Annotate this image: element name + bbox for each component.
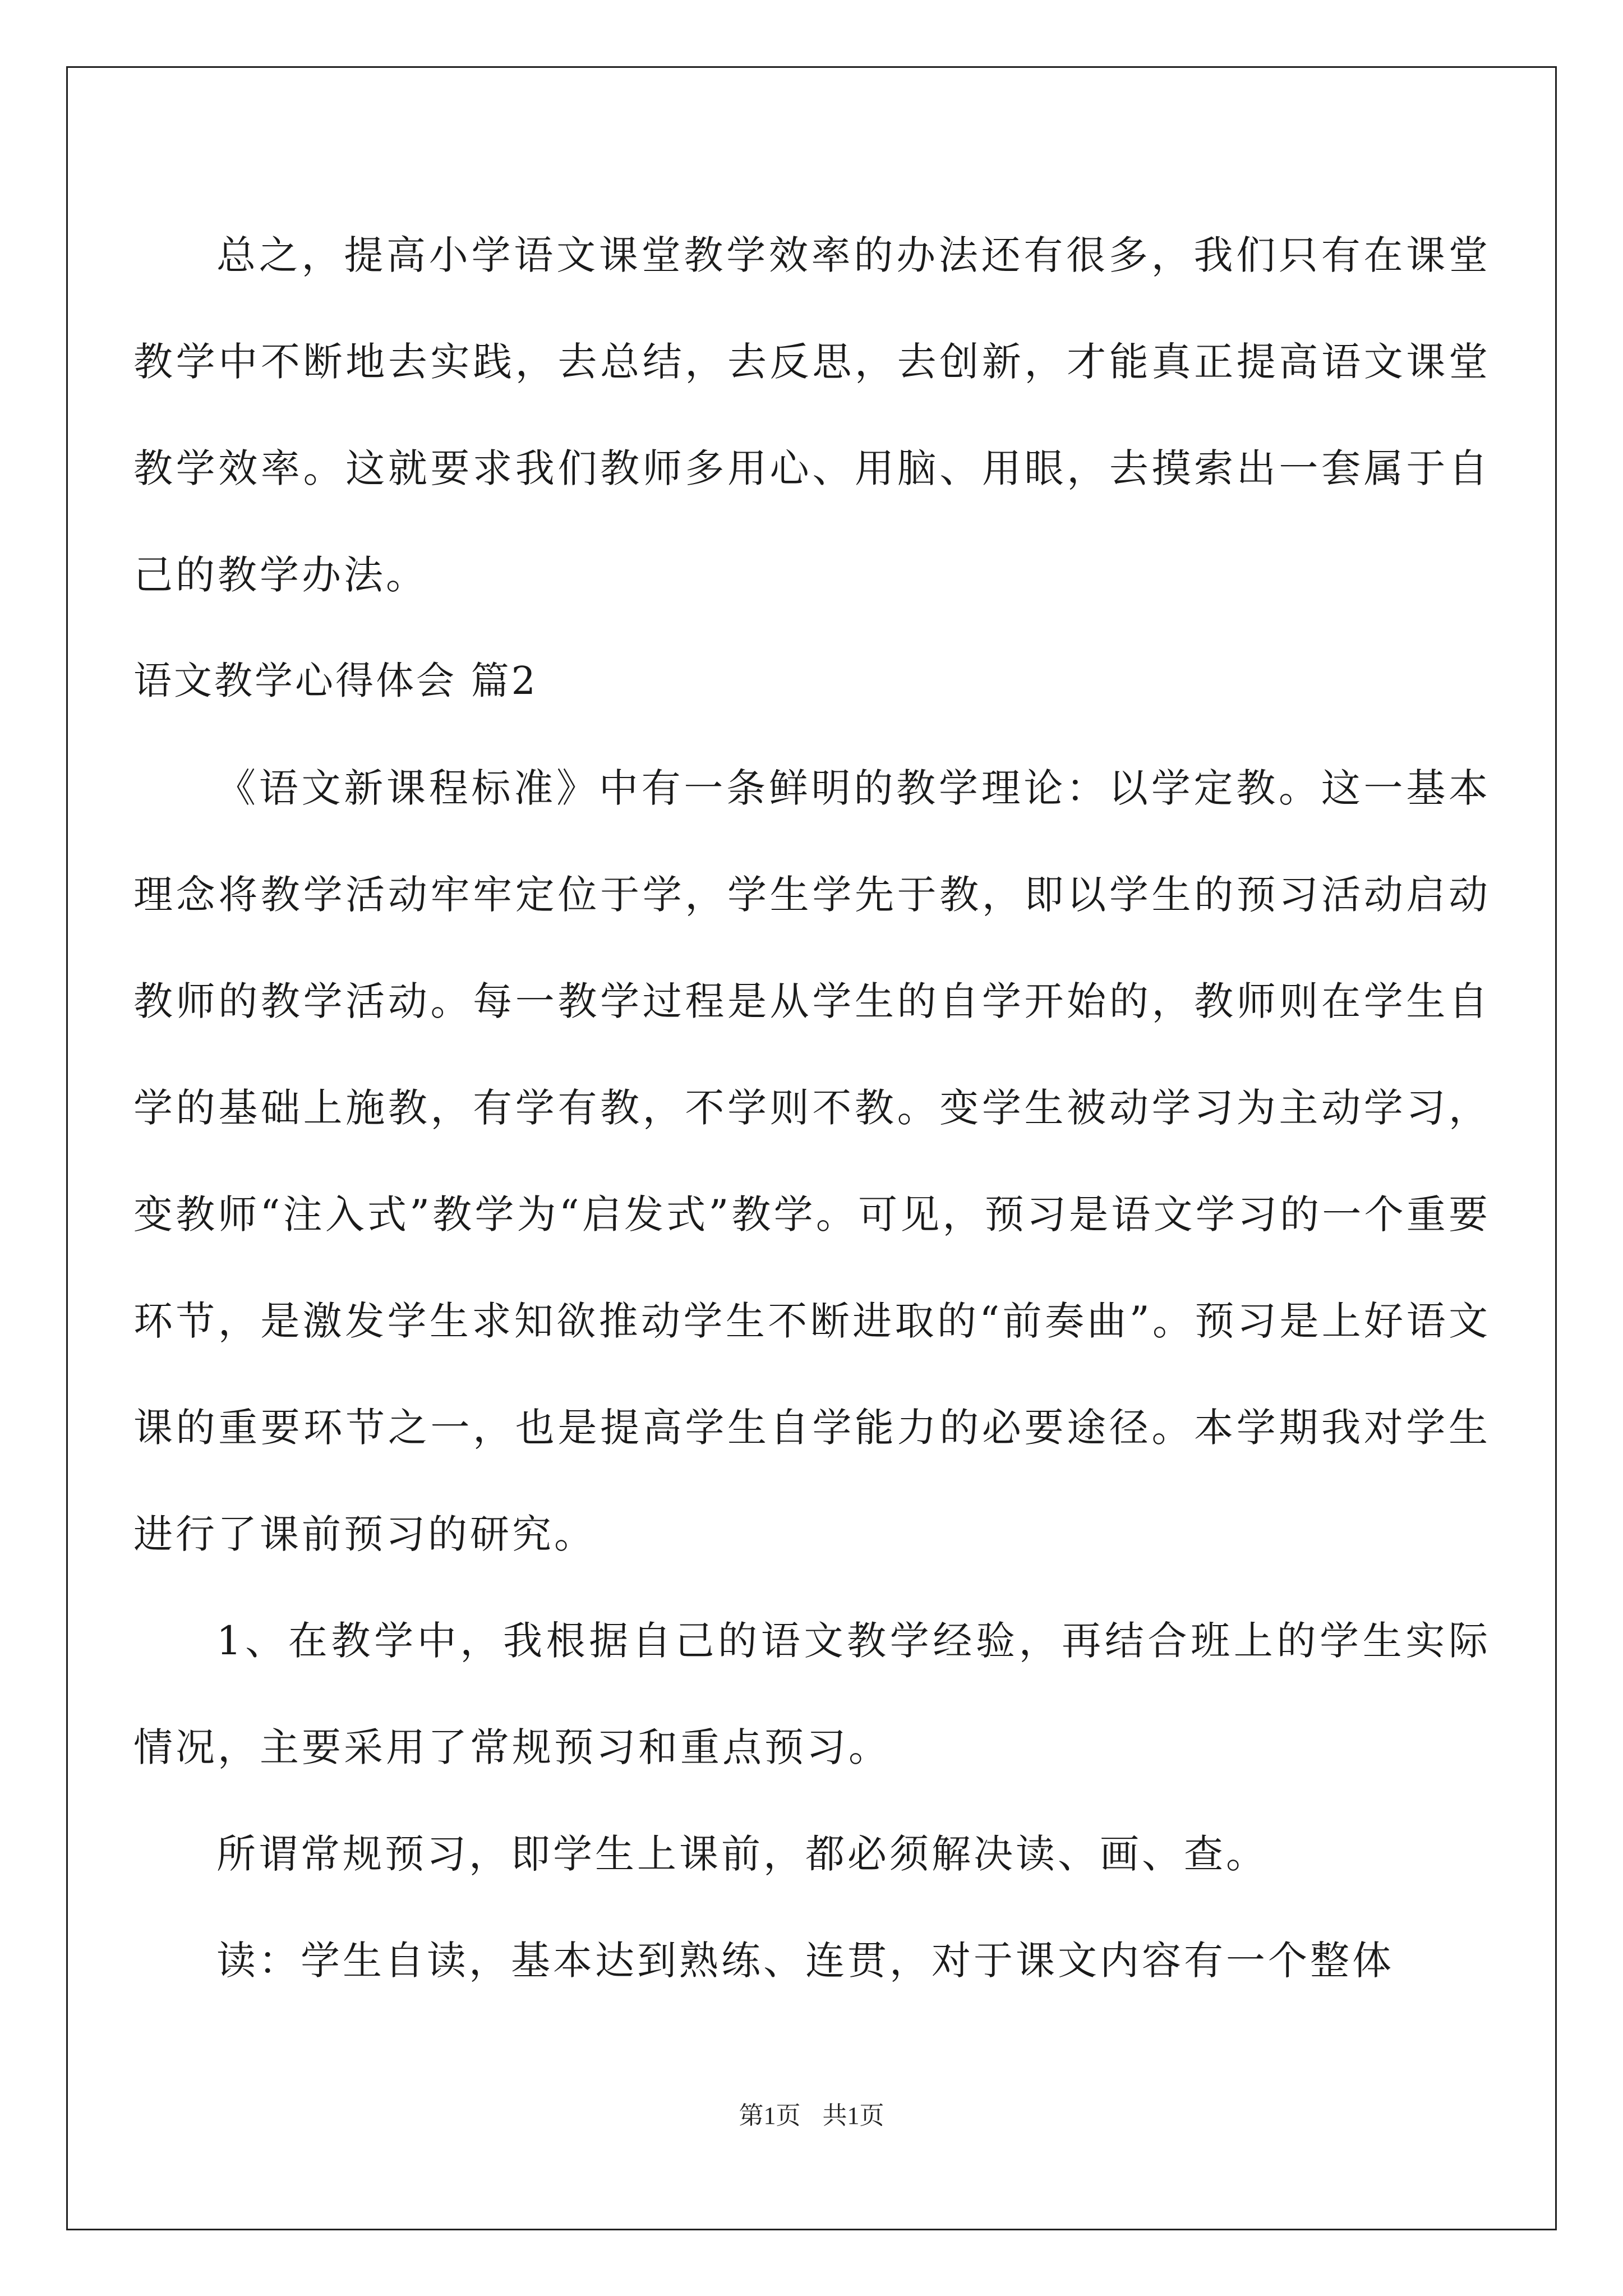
page-total: 共1页	[822, 2102, 884, 2129]
paragraph-reading: 读：学生自读，基本达到熟练、连贯，对于课文内容有一个整体	[216, 1938, 1394, 1984]
paragraph-curriculum-standard: 《语文新课程标准》中有一条鲜明的教学理论：以学定教。这一基本理念将教学活动牢牢定位于学，学生学先于教，即以学生的预习活动启动教师的教学活动。每一教学过程是从学生的自学开始的，教师则在学生自学的基础上施教，有学有教，不学则不教。变学生被动学习为主动学习，变教师“注入式”教学为“启发式”教学。可见，预习是语文学习的一个重要环节，是激发学生求知欲推动学生不断进取的“前奏曲”。预习是上好语文课的重要环节之一，也是提高学生自学能力的必要途径。本学期我对学生进行了课前预习的研究。	[133, 765, 1491, 1557]
paragraph-point-1: 1、在教学中，我根据自己的语文教学经验，再结合班上的学生实际情况，主要采用了常规预习和重点预习。	[133, 1618, 1491, 1770]
section-heading: 语文教学心得体会 篇2	[133, 659, 538, 703]
paragraph-conclusion: 总之，提高小学语文课堂教学效率的办法还有很多，我们只有在课堂教学中不断地去实践，去总结，去反思，去创新，才能真正提高语文课堂教学效率。这就要求我们教师多用心、用脑、用眼，去摸索出一套属于自己的教学办法。	[133, 232, 1491, 598]
paragraph-routine-preview: 所谓常规预习，即学生上课前，都必须解决读、画、查。	[216, 1831, 1268, 1877]
page-footer	[0, 2095, 1623, 2131]
document-body	[133, 202, 1491, 2014]
page-number: 第1页	[739, 2102, 801, 2129]
